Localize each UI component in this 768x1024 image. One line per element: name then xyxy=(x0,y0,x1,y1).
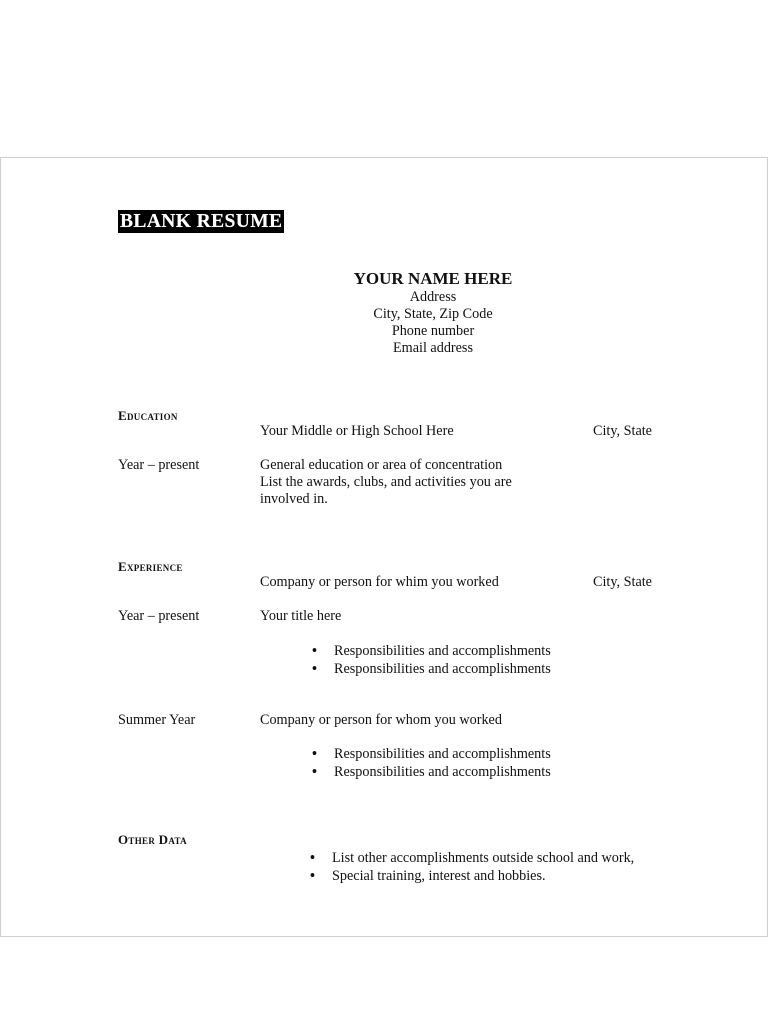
other-bullet-text: Special training, interest and hobbies. xyxy=(332,867,546,884)
job1-location: City, State xyxy=(593,574,652,590)
education-focus: General education or area of concentration xyxy=(260,457,503,473)
contact-phone: Phone number xyxy=(391,323,475,339)
bullet-icon: • xyxy=(312,746,317,762)
job1-bullet-text: Responsibilities and accomplishments xyxy=(334,660,551,677)
contact-city-state-zip: City, State, Zip Code xyxy=(373,306,493,322)
job1-bullet-list xyxy=(310,643,551,678)
education-heading: Education xyxy=(118,408,178,423)
education-location: City, State xyxy=(593,423,652,439)
education-school: Your Middle or High School Here xyxy=(260,423,454,439)
contact-email: Email address xyxy=(393,340,473,356)
job2-bullet-text: Responsibilities and accomplishments xyxy=(334,746,551,762)
other-data-heading: Other Data xyxy=(118,832,187,847)
contact-block xyxy=(301,269,565,357)
list-item xyxy=(310,746,551,764)
job1-bullet-text: Responsibilities and accomplishments xyxy=(334,643,551,659)
bullet-icon: • xyxy=(310,867,315,884)
list-item xyxy=(310,661,551,679)
resume-page xyxy=(0,157,768,937)
list-item xyxy=(310,643,551,661)
contact-address: Address xyxy=(409,289,457,305)
list-item xyxy=(308,868,634,886)
education-period: Year – present xyxy=(118,457,200,473)
experience-heading: Experience xyxy=(118,559,183,574)
education-details-line-1: List the awards, clubs, and activities you are xyxy=(260,474,512,490)
bullet-icon: • xyxy=(312,660,317,677)
job2-period: Summer Year xyxy=(118,712,196,728)
education-details-line-2: involved in. xyxy=(260,491,328,507)
job1-company: Company or person for whim you worked xyxy=(260,574,499,590)
job2-bullet-list xyxy=(310,746,551,781)
list-item xyxy=(308,850,634,868)
list-item xyxy=(310,764,551,782)
job2-company: Company or person for whom you worked xyxy=(260,712,502,728)
bullet-icon: • xyxy=(310,850,315,866)
education-details xyxy=(260,457,512,508)
job2-bullet-text: Responsibilities and accomplishments xyxy=(334,763,551,780)
other-bullet-list xyxy=(308,850,634,885)
job1-title: Your title here xyxy=(260,608,342,624)
candidate-name: YOUR NAME HERE xyxy=(353,269,513,288)
bullet-icon: • xyxy=(312,643,317,659)
other-bullet-text: List other accomplishments outside school and work, xyxy=(332,850,635,866)
job1-period: Year – present xyxy=(118,608,200,624)
bullet-icon: • xyxy=(312,763,317,780)
document-title: BLANK RESUME xyxy=(120,211,283,232)
